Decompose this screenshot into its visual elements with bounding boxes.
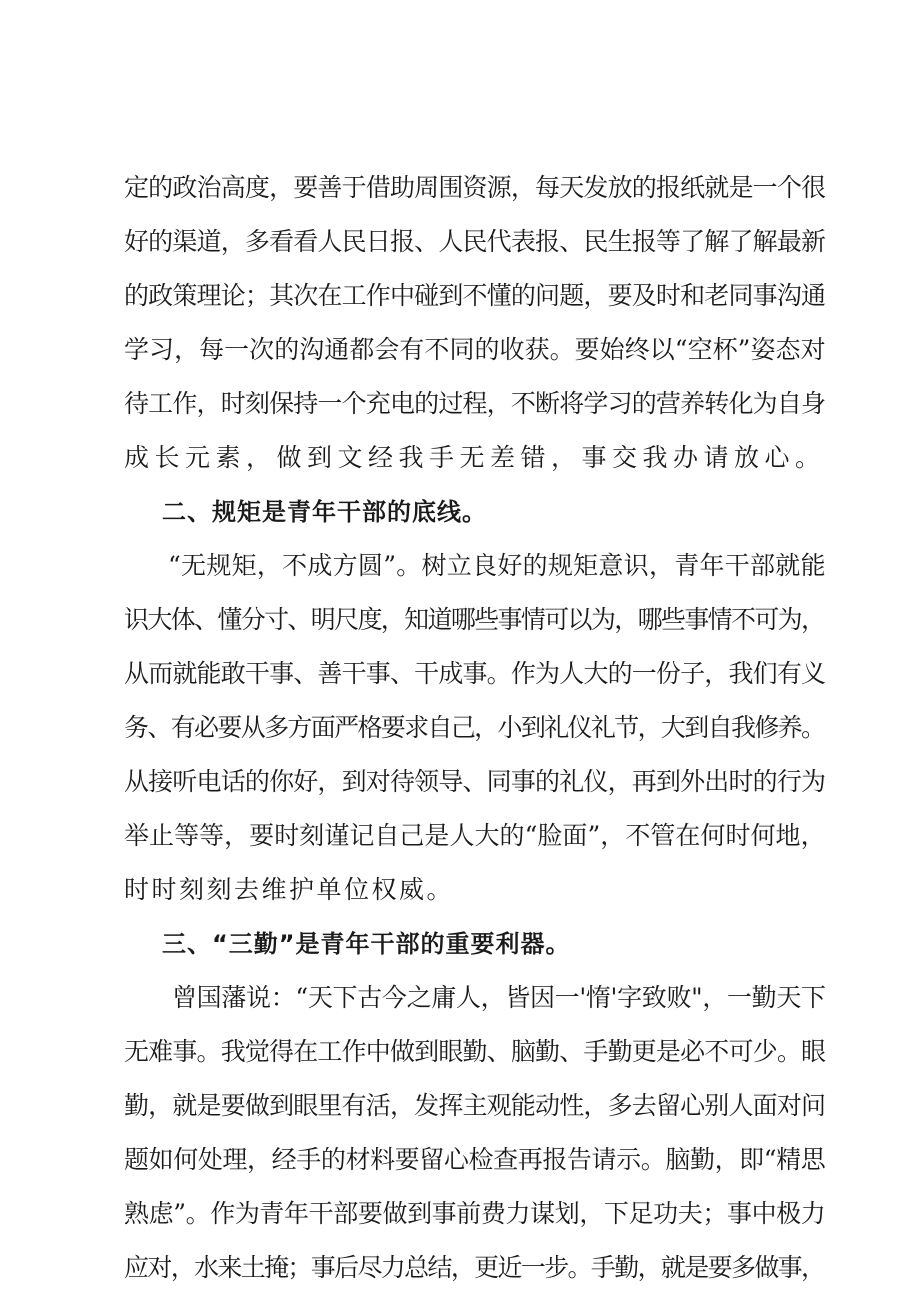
para3-line-2: 无难事。我觉得在工作中做到眼勤、脑勤、手勤更是必不可少。眼 (124, 1037, 826, 1066)
para1-line-4: 学习，每一次的沟通都会有不同的收获。要始终以“空杯”姿态对 (124, 335, 826, 364)
para1-line-1: 定的政治高度，要善于借助周围资源，每天发放的报纸就是一个很 (124, 173, 826, 202)
para1-line-5: 待工作，时刻保持一个充电的过程，不断将学习的营养转化为自身 (124, 389, 826, 418)
section-heading-3: 三、“三勤”是青年干部的重要利器。 (162, 930, 571, 958)
para3-line-6: 应对，水来土掩；事后尽力总结，更近一步。手勤，就是要多做事， (124, 1253, 825, 1282)
para1-line-2: 好的渠道，多看看人民日报、人民代表报、民生报等了解了解最新 (124, 227, 826, 256)
para2-line-5: 从接听电话的你好，到对待领导、同事的礼仪，再到外出时的行为 (124, 767, 826, 796)
para2-line-3: 从而就能敢干事、善干事、干成事。作为人大的一份子，我们有义 (124, 659, 826, 688)
para2-line-2: 识大体、懂分寸、明尺度，知道哪些事情可以为，哪些事情不可为， (124, 605, 825, 634)
para3-line-1: 曾国藩说：“天下古今之庸人，皆因一'惰'字致败"，一勤天下 (172, 983, 826, 1012)
para2-line-6: 举止等等，要时刻谨记自己是人大的“脸面”，不管在何时何地， (124, 821, 826, 850)
para2-line-7: 时时刻刻去维护单位权威。 (124, 875, 455, 904)
section-heading-2: 二、规矩是青年干部的底线。 (162, 498, 487, 526)
para1-line-3: 的政策理论；其次在工作中碰到不懂的问题，要及时和老同事沟通 (124, 281, 826, 310)
para3-line-3: 勤，就是要做到眼里有活，发挥主观能动性，多去留心别人面对问 (124, 1091, 826, 1120)
para2-line-1: “无规矩，不成方圆”。树立良好的规矩意识，青年干部就能 (168, 551, 826, 580)
para2-line-4: 务、有必要从多方面严格要求自己，小到礼仪礼节，大到自我修养。 (124, 713, 825, 742)
para3-line-5: 熟虑”。作为青年干部要做到事前费力谋划，下足功夫；事中极力 (124, 1199, 826, 1228)
para3-line-4: 题如何处理，经手的材料要留心检查再报告请示。脑勤，即“精思 (124, 1145, 826, 1174)
para1-line-6: 成长元素，做到文经我手无差错，事交我办请放心。 (124, 443, 826, 472)
